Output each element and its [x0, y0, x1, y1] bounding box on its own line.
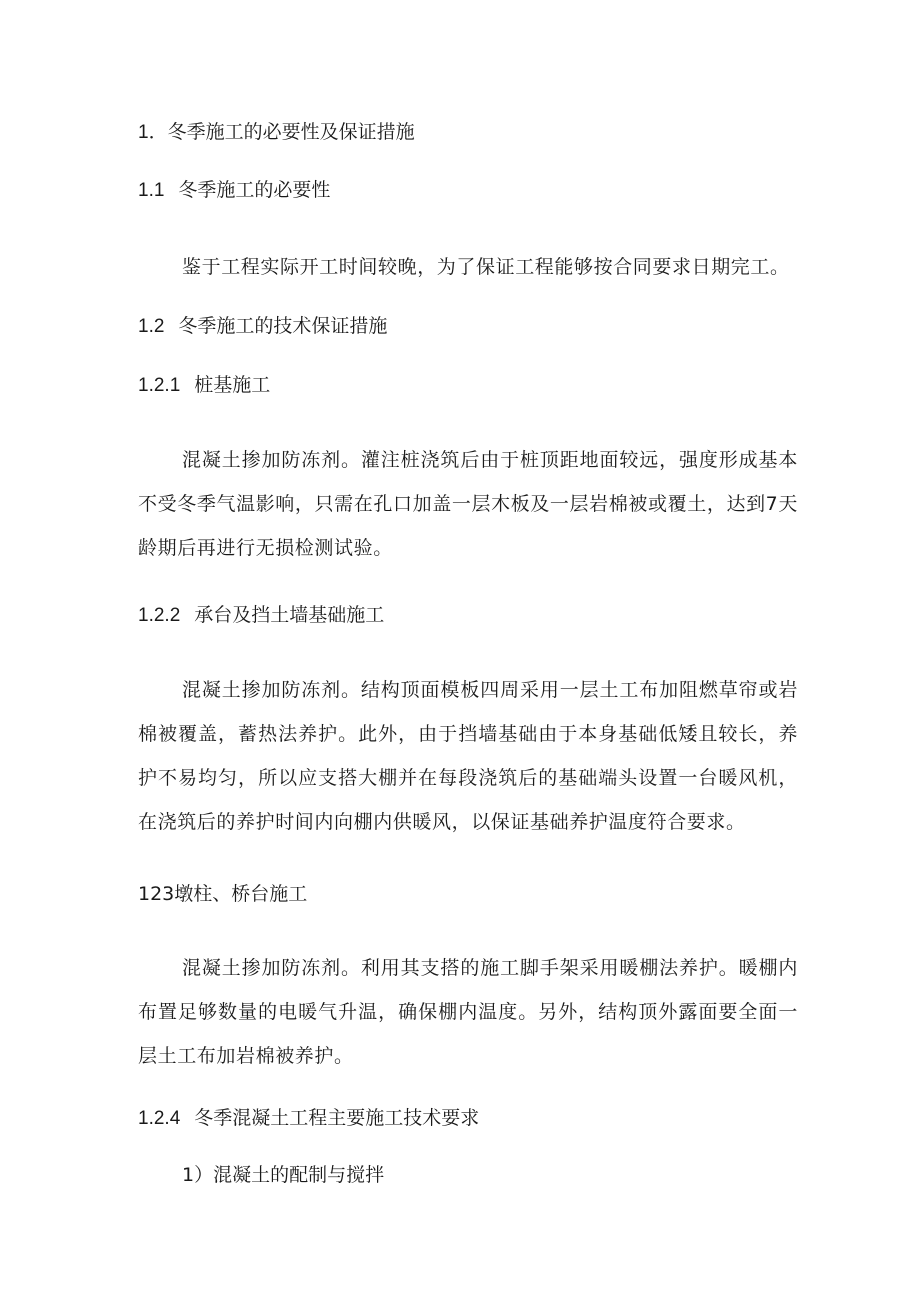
heading-1-1 [138, 178, 330, 203]
heading-1-2-4 [138, 1106, 479, 1131]
paragraph-pile-foundation: 混凝土掺加防冻剂。灌注桩浇筑后由于桩顶距地面较远，强度形成基本不受冬季气温影响，只需在孔口加盖一层木板及一层岩棉被或覆土，达到7天龄期后再进行无损检测试验。 [138, 449, 798, 559]
heading-number: 1． [138, 122, 168, 143]
paragraph-pier-abutment: 混凝土掺加防冻剂。利用其支搭的施工脚手架采用暖棚法养护。暖棚内布置足够数量的电暖气升温，确保棚内温度。另外，结构顶外露面要全面一层土工布加岩棉被养护。 [138, 957, 798, 1067]
heading-1-2-1 [138, 373, 270, 398]
heading-number: 1.2.4 [138, 1108, 181, 1129]
heading-number: 1.2 [138, 316, 165, 337]
heading-number: 1.1 [138, 180, 165, 201]
heading-text: 桩基施工 [194, 374, 271, 396]
heading-number: 1.2.1 [138, 375, 181, 396]
heading-text: 冬季施工的必要性 [178, 179, 331, 201]
heading-1-2-2 [138, 603, 384, 628]
heading-1-2-3 [138, 882, 307, 906]
heading-1 [138, 120, 415, 145]
heading-text: 123墩柱、桥台施工 [138, 883, 308, 905]
heading-text: 冬季施工的技术保证措施 [178, 315, 388, 337]
heading-1-2 [138, 314, 387, 339]
heading-text: 冬季施工的必要性及保证措施 [167, 121, 415, 143]
list-item: 1）混凝土的配制与搅拌 [182, 1164, 385, 1186]
heading-text: 冬季混凝土工程主要施工技术要求 [194, 1107, 480, 1129]
paragraph-pile-cap: 混凝土掺加防冻剂。结构顶面模板四周采用一层土工布加阻燃草帘或岩棉被覆盖，蓄热法养护。此外，由于挡墙基础由于本身基础低矮且较长，养护不易均匀，所以应支搭大棚并在每段浇筑后的基础端头设置一台暖风机，在浇筑后的养护时间内向棚内供暖风，以保证基础养护温度符合要求。 [138, 679, 798, 833]
paragraph-necessity: 鉴于工程实际开工时间较晚，为了保证工程能够按合同要求日期完工。 [182, 256, 790, 278]
heading-text: 承台及挡土墙基础施工 [194, 604, 385, 626]
heading-number: 1.2.2 [138, 605, 181, 626]
